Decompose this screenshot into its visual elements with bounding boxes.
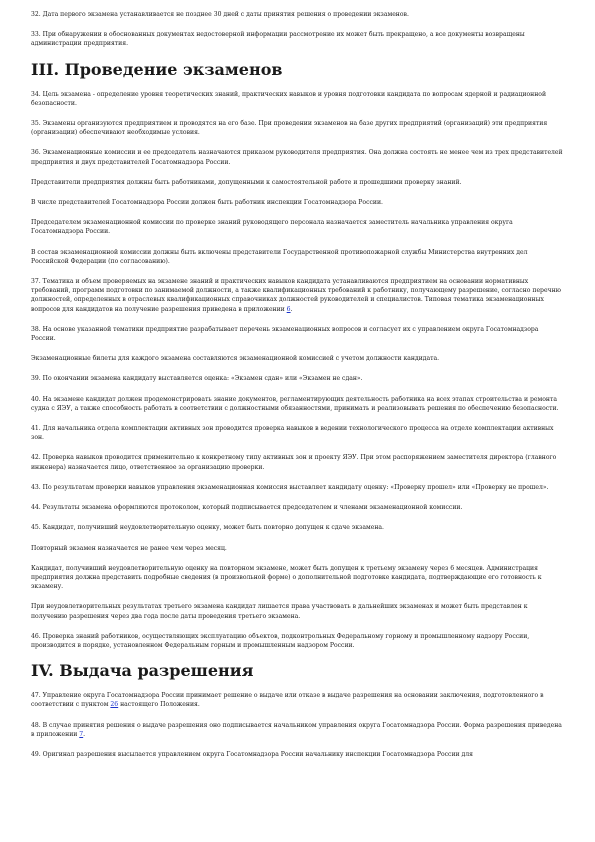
paragraph [31, 483, 565, 492]
paragraph [31, 90, 565, 108]
paragraph [31, 178, 565, 187]
paragraph [31, 119, 565, 137]
paragraph [31, 750, 565, 759]
paragraph [31, 218, 565, 236]
section-heading [31, 661, 565, 681]
paragraph-text: 48. В случае принятия решения о выдаче разрешения оно подписывается начальником управления округа Госатомнадзора России. Форма разрешения приведена в приложении [31, 721, 562, 738]
heading-text: III. Проведение экзаменов [31, 59, 283, 79]
paragraph-text: 33. При обнаружении в обоснованных документах недостоверной информации рассмотрение их может быть прекращено, а все документы возвращены администрации предприятия. [31, 31, 525, 48]
heading-text: IV. Выдача разрешения [31, 661, 254, 681]
paragraph [31, 30, 565, 48]
paragraph-text: Экзаменационные билеты для каждого экзамена составляются экзаменационной комиссией с учетом должности кандидата. [31, 355, 440, 363]
paragraph-text: 40. На экзамене кандидат должен продемонстрировать знание документов, регламентирующих деятельность работника на всех этапах строительства и ремонта судна с ЯЭУ, а также способность работать в соответствии с должностными обязанностями, принимать и реализовывать решения по обеспечению безопасности. [31, 395, 559, 412]
paragraph-text: 42. Проверка навыков проводится применительно к конкретному типу активных зон и проекту ЯЭУ. При этом распоряжением заместителя директора (главного инженера) назначается лицо, ответственное за организацию проверки. [31, 454, 557, 471]
paragraph-text: 44. Результаты экзамена оформляются протоколом, который подписывается председателем и членами экзаменационной комиссии. [31, 504, 463, 512]
paragraph-text: 37. Тематика и объем проверяемых на экзамене знаний и практических навыков кандидата устанавливаются предприятием на основании нормативных требований, программ подготовки по занимаемой должности, а также квалификационных требований к работнику, получающему разрешение, согласно перечню должностей, определенных в отраслевых квалификационных справочниках должностей руководителей и специалистов. Типовая тематика экзаменационных вопросов для кандидатов на получение разрешения приведена в приложении [31, 278, 561, 313]
paragraph [31, 544, 565, 553]
paragraph-text: При неудовлетворительных результатах третьего экзамена кандидат лишается права участвовать в дальнейших экзаменах и может быть представлен к получению разрешения через два года после даты проведения третьего экзамена. [31, 603, 528, 620]
paragraph [31, 564, 565, 592]
paragraph [31, 691, 565, 709]
cross-reference-link[interactable]: 7 [79, 730, 84, 738]
paragraph [31, 248, 565, 266]
section-heading [31, 60, 565, 80]
cross-reference-link[interactable]: 6 [286, 305, 291, 313]
paragraph-text: 36. Экзаменационные комиссии и ее председатель назначаются приказом руководителя предприятия. Она должна состоять не менее чем из трех представителей предприятия и двух представителей Госатомнадзора России. [31, 149, 563, 166]
paragraph [31, 198, 565, 207]
paragraph-text: 43. По результатам проверки навыков управления экзаменационная комиссия выставляет кандидату оценку: «Проверку прошел» или «Проверку не прошел». [31, 483, 549, 491]
paragraph [31, 395, 565, 413]
paragraph [31, 424, 565, 442]
paragraph [31, 632, 565, 650]
paragraph [31, 721, 565, 739]
paragraph-text: настоящего Положения. [118, 701, 200, 709]
paragraph [31, 10, 565, 19]
paragraph-text: 35. Экзамены организуются предприятием и проводятся на его базе. При проведении экзаменов на базе других предприятий (организаций) эти предприятия (организации) обеспечивают необходимые условия. [31, 120, 548, 137]
paragraph-text: 49. Оригинал разрешения высылается управлением округа Госатомнадзора России начальнику инспекции Госатомнадзора России для [31, 750, 473, 758]
paragraph-text: 32. Дата первого экзамена устанавливается не позднее 30 дней с даты принятия решения о проведении экзаменов. [31, 11, 409, 18]
paragraph-text: 39. По окончании экзамена кандидату выставляется оценка: «Экзамен сдан» или «Экзамен не сдан». [31, 375, 363, 383]
paragraph-text: . [290, 305, 293, 313]
paragraph-text: В числе представителей Госатомнадзора России должен быть работник инспекции Госатомнадзора России. [31, 199, 383, 207]
paragraph [31, 325, 565, 343]
paragraph [31, 277, 565, 314]
cross-reference-link[interactable]: 26 [110, 701, 119, 709]
paragraph-text: Представители предприятия должны быть работниками, допущенными к самостоятельной работе и прошедшими проверку знаний. [31, 178, 462, 186]
paragraph [31, 148, 565, 166]
paragraph-text: 38. На основе указанной тематики предприятие разрабатывает перечень экзаменационных вопросов и согласует их с управлением округа Госатомнадзора России. [31, 325, 539, 343]
paragraph-text: Повторный экзамен назначается не ранее чем через месяц. [31, 544, 227, 552]
paragraph-text: 34. Цель экзамена - определение уровня теоретических знаний, практических навыков и уровня подготовки кандидата по вопросам ядерной и радиационной безопасности. [31, 90, 547, 107]
paragraph [31, 374, 565, 383]
paragraph-text: Кандидат, получивший неудовлетворительную оценку на повторном экзамене, может быть допущен к третьему экзамену через 6 месяцев. Администрация предприятия должна представить подробные сведения (в произвольной форме) о дополнительной подготовке кандидата, подтверждающие его готовность к экзамену. [31, 564, 542, 591]
paragraph [31, 503, 565, 512]
paragraph [31, 523, 565, 532]
paragraph-text: Председателем экзаменационной комиссии по проверке знаний руководящего персонала назначается заместитель начальника управления округа Госатомнадзора России. [31, 219, 513, 236]
paragraph-text: В состав экзаменационной комиссии должны быть включены представители Государственной противопожарной службы Министерства внутренних дел Российской Федерации (по согласованию). [31, 248, 528, 265]
paragraph [31, 354, 565, 363]
paragraph-text: . [83, 730, 86, 738]
paragraph [31, 453, 565, 471]
paragraph-text: 45. Кандидат, получивший неудовлетворительную оценку, может быть повторно допущен к сдаче экзамена. [31, 524, 384, 532]
paragraph [31, 602, 565, 620]
paragraph-text: 47. Управление округа Госатомнадзора России принимает решение о выдаче или отказе в выдаче разрешения на основании заключения, подготовленного в соответствии с пунктом [31, 692, 544, 709]
paragraph-text: 41. Для начальника отдела комплектации активных зон проводится проверка навыков в ведении технологического процесса на отделе комплектации активных зон. [31, 425, 554, 442]
paragraph-text: 46. Проверка знаний работников, осуществляющих эксплуатацию объектов, подконтрольных Федеральному горному и промышленному надзору России, производится в порядке, установленном Федеральным горным и промышленным надзором России. [31, 632, 530, 649]
